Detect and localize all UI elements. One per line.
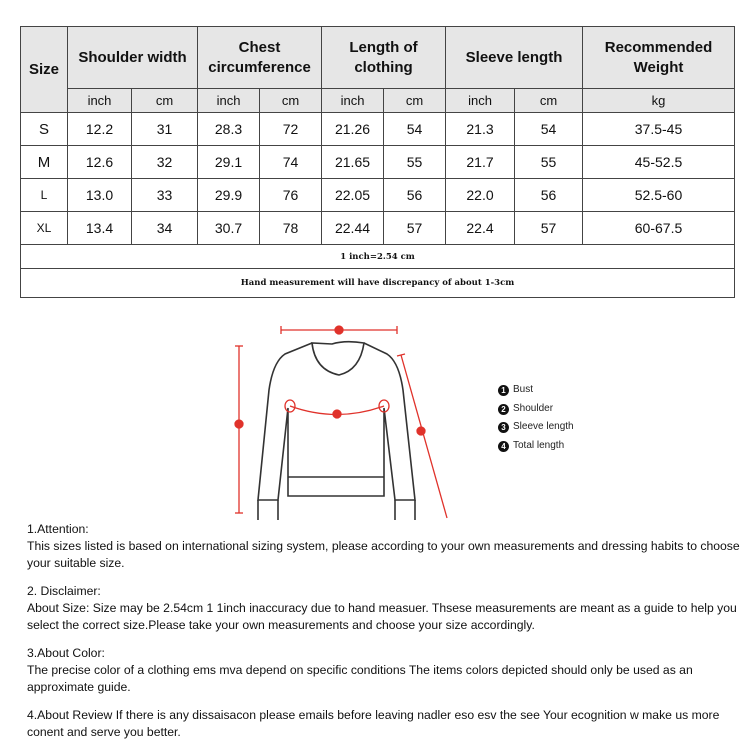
value-cell: 21.26 bbox=[322, 113, 384, 146]
value-cell: 12.6 bbox=[68, 146, 132, 179]
note-row bbox=[21, 245, 735, 269]
size-cell: S bbox=[21, 113, 68, 146]
value-cell: 13.0 bbox=[68, 179, 132, 212]
value-cell: 45-52.5 bbox=[583, 146, 735, 179]
note-disclaimer bbox=[27, 583, 742, 634]
value-cell: 34 bbox=[132, 212, 198, 245]
value-cell: 32 bbox=[132, 146, 198, 179]
value-cell: 78 bbox=[260, 212, 322, 245]
header-length: Length of clothing bbox=[322, 27, 446, 89]
note-body: 4.About Review If there is any dissaisacon please emails before leaving nadler eso esv the see Your ecognition w make us more conent and serve you better. bbox=[27, 708, 720, 739]
value-cell: 54 bbox=[515, 113, 583, 146]
unit-cell: cm bbox=[260, 89, 322, 113]
value-cell: 22.0 bbox=[446, 179, 515, 212]
sweater-outline-icon bbox=[258, 342, 415, 520]
size-cell: M bbox=[21, 146, 68, 179]
note-row bbox=[21, 269, 735, 298]
unit-cell: cm bbox=[132, 89, 198, 113]
unit-cell: cm bbox=[515, 89, 583, 113]
diagram-legend bbox=[498, 381, 574, 455]
legend-item-sleeve bbox=[498, 418, 574, 437]
size-cell: L bbox=[21, 179, 68, 212]
value-cell: 74 bbox=[260, 146, 322, 179]
value-cell: 29.9 bbox=[198, 179, 260, 212]
size-chart-table bbox=[20, 26, 735, 298]
size-cell: XL bbox=[21, 212, 68, 245]
value-cell: 54 bbox=[384, 113, 446, 146]
note-attention bbox=[27, 521, 742, 572]
header-shoulder: Shoulder width bbox=[68, 27, 198, 89]
legend-label: Bust bbox=[513, 384, 534, 395]
table-row bbox=[21, 179, 735, 212]
header-sleeve: Sleeve length bbox=[446, 27, 583, 89]
table-row bbox=[21, 212, 735, 245]
unit-cell: cm bbox=[384, 89, 446, 113]
legend-label: Sleeve length bbox=[513, 421, 574, 432]
notes-section bbox=[27, 521, 742, 752]
value-cell: 22.05 bbox=[322, 179, 384, 212]
unit-cell: inch bbox=[198, 89, 260, 113]
note-body: This sizes listed is based on international sizing system, please according to your own measurements and dressing habits to choose your suitable size. bbox=[27, 539, 740, 570]
value-cell: 21.65 bbox=[322, 146, 384, 179]
note-title: 2. Disclaimer: bbox=[27, 584, 101, 598]
value-cell: 21.7 bbox=[446, 146, 515, 179]
value-cell: 33 bbox=[132, 179, 198, 212]
number-3-icon: 3 bbox=[498, 422, 509, 433]
table-row bbox=[21, 146, 735, 179]
unit-cell: inch bbox=[446, 89, 515, 113]
number-2-icon: 2 bbox=[498, 404, 509, 415]
value-cell: 31 bbox=[132, 113, 198, 146]
unit-cell: inch bbox=[68, 89, 132, 113]
note-body: About Size: Size may be 2.54cm 1 1inch inaccuracy due to hand measuer. Thsese measurements are meant as a guide to help you select the correct size.Please take your own measurements and choose your size accordingly. bbox=[27, 601, 737, 632]
value-cell: 28.3 bbox=[198, 113, 260, 146]
value-cell: 37.5-45 bbox=[583, 113, 735, 146]
note-color bbox=[27, 645, 742, 696]
value-cell: 76 bbox=[260, 179, 322, 212]
value-cell: 30.7 bbox=[198, 212, 260, 245]
table-row bbox=[21, 113, 735, 146]
value-cell: 12.2 bbox=[68, 113, 132, 146]
unit-row bbox=[21, 89, 735, 113]
value-cell: 72 bbox=[260, 113, 322, 146]
unit-cell: inch bbox=[322, 89, 384, 113]
unit-cell: kg bbox=[583, 89, 735, 113]
legend-label: Total length bbox=[513, 439, 565, 451]
legend-item-total bbox=[498, 437, 574, 456]
value-cell: 55 bbox=[515, 146, 583, 179]
value-cell: 52.5-60 bbox=[583, 179, 735, 212]
header-row bbox=[21, 27, 735, 89]
note-title: 1.Attention: bbox=[27, 522, 89, 536]
value-cell: 60-67.5 bbox=[583, 212, 735, 245]
value-cell: 29.1 bbox=[198, 146, 260, 179]
header-weight: Recommended Weight bbox=[583, 27, 735, 89]
note-title: 3.About Color: bbox=[27, 646, 105, 660]
value-cell: 57 bbox=[515, 212, 583, 245]
legend-item-bust bbox=[498, 381, 574, 400]
value-cell: 56 bbox=[515, 179, 583, 212]
note-review bbox=[27, 707, 742, 741]
discrepancy-note: Hand measurement will have discrepancy of about 1-3cm bbox=[21, 269, 735, 298]
value-cell: 55 bbox=[384, 146, 446, 179]
header-chest: Chest circumference bbox=[198, 27, 322, 89]
value-cell: 22.4 bbox=[446, 212, 515, 245]
value-cell: 22.44 bbox=[322, 212, 384, 245]
value-cell: 56 bbox=[384, 179, 446, 212]
value-cell: 57 bbox=[384, 212, 446, 245]
number-1-icon: 1 bbox=[498, 385, 509, 396]
number-4-icon: 4 bbox=[498, 441, 509, 452]
value-cell: 13.4 bbox=[68, 212, 132, 245]
header-size: Size bbox=[21, 27, 68, 113]
note-body: The precise color of a clothing ems mva depend on specific conditions The items colors depicted should only be used as an approximate guide. bbox=[27, 663, 693, 694]
legend-label: Shoulder bbox=[513, 402, 554, 414]
value-cell: 21.3 bbox=[446, 113, 515, 146]
conversion-note: 1 inch=2.54 cm bbox=[21, 245, 735, 269]
legend-item-shoulder bbox=[498, 400, 574, 419]
